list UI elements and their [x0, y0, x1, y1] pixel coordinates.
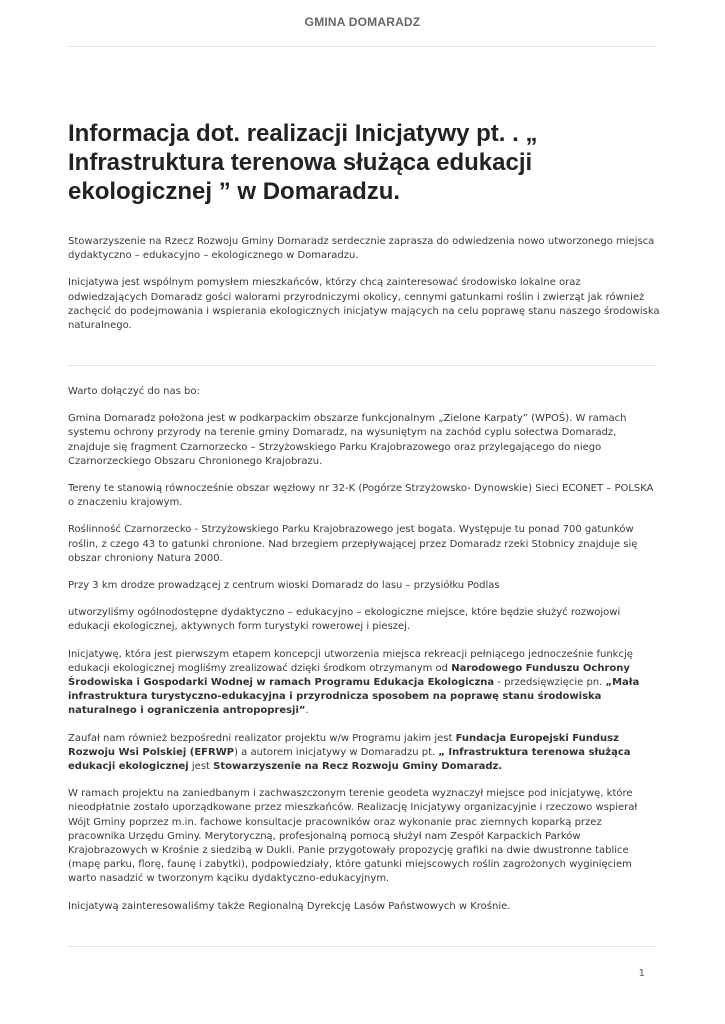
created-paragraph: utworzyliśmy ogólnodostępne dydaktyczno – edukacyjno – ekologiczne miejsce, które będzie służyć rozwojowi edukacji ekologicznej, aktywnych form turystyki rowerowej i pieszej.	[68, 607, 621, 633]
footer-divider	[68, 946, 656, 947]
project-paragraph: W ramach projektu na zaniedbanym i zachwaszczonym terenie geodeta wyznaczył miejsce pod inicjatywę, które nieodpłatnie zostało uporządkowane przez mieszkańców. Realizację Inicjatywy organizacyjnie i rzeczowo wspierał Wójt Gminy poprzez m.in. fachowe konsultacje pracowników oraz wykonanie prac ziemnych koparką przez pracownika Urzędu Gminy. Merytoryczną, profesjonalną pomocą służył nam Zespół Karpackich Parków Krajobrazowych w Krośnie z siedzibą w Dukli. Panie przygotowały propozycję grafiki na dwie dwustronne tablice (mapę parku, florę, faunę i zabytki), podpowiedziały, które gatunki miejscowych roślin zagrożonych wyginięciem warto nasadzić w tworzonym kąciku dydaktyczno-edukacyjnym.	[68, 788, 638, 885]
funding-text: Inicjatywę, która jest pierwszym etapem koncepcji utworzenia miejsca rekreacji pełniącego jednocześnie funkcję edukacji ekologicznej mogliśmy zrealizować dzięki środkom otrzymanym od	[68, 648, 633, 674]
intro-section	[68, 235, 660, 346]
realizer-association-name: Stowarzyszenie na Recz Rozwoju Gminy Domaradz.	[213, 761, 503, 773]
realizer-initiative-name: „ Infrastruktura terenowa służąca edukacji ekologicznej	[68, 746, 631, 773]
econet-paragraph: Tereny te stanowią równocześnie obszar węzłowy nr 32-K (Pogórze Strzyżowsko- Dynowskie) Sieci ECONET – POLSKA o znaczeniu krajowym.	[68, 483, 654, 509]
funding-paragraph	[68, 648, 660, 719]
invite-paragraph: Warto dołączyć do nas bo:	[68, 386, 200, 397]
forests-paragraph: Inicjatywą zainteresowaliśmy także Regionalną Dyrekcję Lasów Państwowych w Krośnie.	[68, 900, 511, 912]
section-divider	[68, 365, 656, 366]
page-number: 1	[638, 968, 645, 979]
header-divider	[68, 46, 656, 47]
funding-text: .	[305, 705, 309, 717]
road-paragraph: Przy 3 km drodze prowadzącej z centrum wioski Domaradz do lasu – przysiółku Podlas	[68, 580, 500, 592]
realizer-text: Zaufał nam również bezpośredni realizator projektu w/w Programu jakim jest	[68, 732, 456, 744]
location-paragraph: Gmina Domaradz położona jest w podkarpackim obszarze funkcjonalnym „Zielone Karpaty” (WPOŚ). W ramach systemu ochrony przyrody na terenie gminy Domaradz, na wysuniętym na zachód cyplu sołectwa Domaradz, znajduje się fragment Czarnorzecko – Strzyżowskiego Parku Krajobrazowego oraz przylegającego do niego Czarnorzeckiego Obszaru Chronionego Krajobrazu.	[68, 413, 627, 467]
funding-fund-name: Narodowego Funduszu Ochrony Środowiska i Gospodarki Wodnej w ramach Programu Edukacja Ekologiczna	[68, 662, 630, 689]
article-title: Informacja dot. realizacji Inicjatywy pt. . „ Infrastruktura terenowa służąca edukacji ekologicznej ” w Domaradzu.	[68, 120, 538, 205]
realizer-text: ) a autorem inicjatywy w Domaradzu pt.	[234, 746, 439, 758]
funding-text: - przedsięwzięcie pn.	[494, 677, 606, 689]
realizer-paragraph	[68, 732, 660, 775]
funding-project-name: „Mała infrastruktura turystyczno-edukacyjna i przyrodnicza sposobem na poprawę stanu środowiska naturalnego i ograniczenia antropopresji”	[68, 677, 640, 717]
main-section	[68, 385, 660, 927]
intro-paragraph: Stowarzyszenie na Rzecz Rozwoju Gminy Domaradz serdecznie zaprasza do odwiedzenia nowo utworzonego miejsca dydaktyczno – edukacyjno – ekologicznego w Domaradzu.	[68, 236, 655, 262]
realizer-foundation-name: Fundacja Europejski Fundusz Rozwoju Wsi Polskiej (EFRWP	[68, 732, 619, 758]
realizer-text: jest	[188, 761, 214, 773]
intro-paragraph: Inicjatywa jest wspólnym pomysłem mieszkańców, którzy chcą zainteresować środowisko lokalne oraz odwiedzających Domaradz gości walorami przyrodniczymi okolicy, cennymi gatunkami roślin i zwierząt jak również zachęcić do podejmowania i wspierania ekologicznych inicjatyw mających na celu poprawę stanu naszego środowiska naturalnego.	[68, 277, 660, 332]
site-header: GMINA DOMARADZ	[304, 15, 421, 29]
flora-paragraph: Roślinność Czarnorzecko - Strzyżowskiego Parku Krajobrazowego jest bogata. Występuje tu ponad 700 gatunków roślin, z czego 43 to gatunki chronione. Nad brzegiem przepływającej przez Domaradz rzeki Stobnicy znajduje się obszar chroniony Natura 2000.	[68, 524, 638, 564]
